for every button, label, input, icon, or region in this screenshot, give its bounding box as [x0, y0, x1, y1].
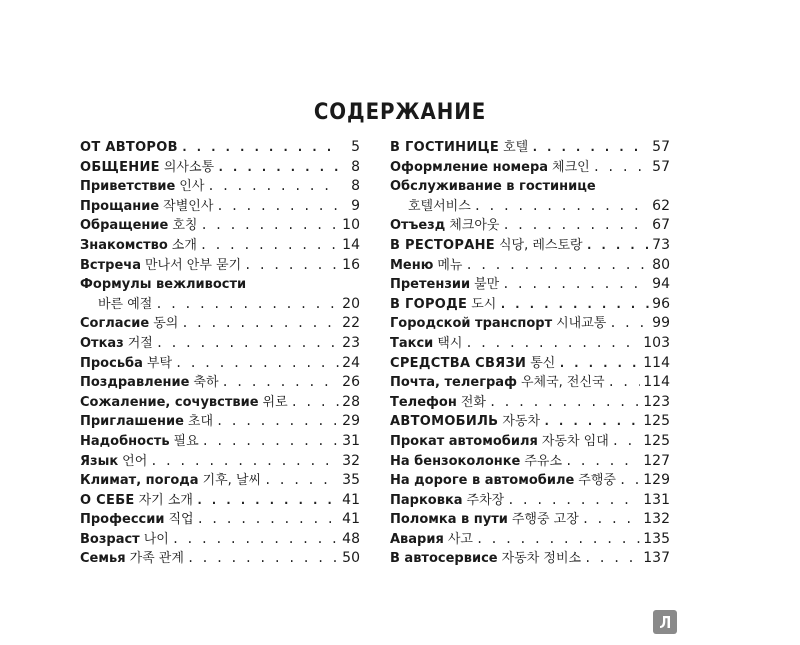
toc-entry — [80, 373, 360, 393]
toc-entry-korean: 호텔서비스 — [408, 198, 471, 214]
toc-entry-page: 73 — [652, 236, 670, 253]
dot-leader — [216, 197, 339, 217]
toc-entry-page: 31 — [342, 432, 360, 449]
toc-entry — [80, 138, 360, 158]
toc-entry — [80, 334, 360, 354]
dot-leader — [476, 530, 640, 550]
toc-entry-title: ОБЩЕНИЕ — [80, 159, 160, 175]
toc-entry-page: 123 — [643, 393, 670, 410]
toc-entry-korean: 체크아웃 — [449, 218, 500, 234]
dot-leader — [181, 138, 339, 158]
toc-entry — [390, 452, 670, 472]
toc-entry-korean: 자기 소개 — [138, 492, 193, 508]
toc-entry-korean: 호칭 — [172, 218, 198, 234]
dot-leader — [531, 138, 649, 158]
toc-entry — [80, 412, 360, 432]
toc-entry-korean: 기후, 날씨 — [202, 473, 262, 489]
toc-entry-page: 57 — [652, 139, 670, 155]
dot-leader — [244, 256, 339, 276]
toc-entry-page: 99 — [652, 315, 670, 332]
toc-entry-korean: 주차장 — [466, 492, 505, 508]
dot-leader — [175, 354, 339, 374]
toc-entry-page: 26 — [342, 374, 360, 391]
toc-entry — [80, 471, 360, 491]
toc-entry-title: Формулы вежливости — [80, 277, 247, 293]
toc-entry — [80, 177, 360, 197]
toc-entry-korean: 만나서 안부 묻기 — [144, 257, 242, 273]
toc-entry — [390, 216, 670, 236]
toc-entry — [390, 314, 670, 334]
toc-entry-title: Поломка в пути — [390, 512, 508, 528]
toc-entry-title: Сожаление, сочувствие — [80, 394, 259, 410]
toc-entry-page: 132 — [643, 511, 670, 528]
toc-entry — [390, 334, 670, 354]
toc-entry — [80, 510, 360, 530]
dot-leader — [474, 197, 649, 217]
toc-entry-korean: 호텔 — [503, 140, 529, 155]
dot-leader — [216, 412, 339, 432]
toc-entry-title: Знакомство — [80, 237, 168, 253]
toc-entry-page: 35 — [342, 472, 360, 489]
toc-entry-title: АВТОМОБИЛЬ — [390, 414, 499, 430]
toc-entry-page: 48 — [342, 530, 360, 547]
toc-entry — [80, 354, 360, 374]
page-title: СОДЕРЖАНИЕ — [313, 100, 487, 125]
toc-entry-korean: 소개 — [171, 237, 197, 253]
toc-entry — [390, 236, 670, 256]
toc-entry-title: Оформление номера — [390, 159, 549, 175]
toc-entry — [390, 197, 670, 217]
publisher-logo-icon — [653, 610, 677, 634]
toc-entry-page: 41 — [342, 511, 360, 528]
toc-entry-page: 131 — [643, 491, 670, 508]
toc-entry-korean: 통신 — [530, 355, 556, 371]
toc-entry-page: 114 — [643, 374, 670, 391]
toc-entry-korean: 나이 — [143, 531, 169, 547]
toc-entry-title: Отказ — [80, 335, 124, 351]
dot-leader — [197, 510, 339, 530]
toc-entry — [390, 471, 670, 491]
toc-entry-title: Приглашение — [80, 414, 184, 430]
dot-leader — [565, 452, 640, 472]
dot-leader — [489, 393, 640, 413]
toc-entry — [80, 295, 360, 315]
toc-entry-title: Встреча — [80, 257, 141, 273]
toc-entry-title: Поздравление — [80, 375, 190, 391]
toc-entry-title: ОТ АВТОРОВ — [80, 140, 178, 155]
toc-entry-title: Надобность — [80, 433, 170, 449]
toc-entry — [390, 138, 670, 158]
dot-leader — [187, 549, 339, 569]
toc-entry-page: 127 — [643, 452, 670, 469]
toc-entry-page: 50 — [342, 550, 360, 567]
toc-entry — [390, 549, 670, 569]
dot-leader — [558, 354, 640, 374]
dot-leader — [612, 432, 640, 452]
toc-entry-korean: 초대 — [187, 414, 214, 430]
toc-entry-page: 23 — [342, 334, 360, 351]
toc-entry-title: Просьба — [80, 355, 143, 371]
toc-entry-korean: 바른 예절 — [98, 296, 153, 312]
toc-entry-title: Климат, погода — [80, 473, 199, 489]
toc-entry-korean: 식당, 레스토랑 — [498, 237, 583, 253]
toc-entry — [80, 432, 360, 452]
dot-leader — [150, 452, 339, 472]
dot-leader — [172, 530, 339, 550]
toc-entry-korean: 택시 — [437, 335, 463, 351]
dot-leader — [499, 295, 649, 315]
toc-entry-korean: 자동차 정비소 — [501, 551, 582, 567]
dot-leader — [507, 491, 640, 511]
dot-leader — [582, 510, 640, 530]
toc-entry-title: На бензоколонке — [390, 453, 521, 469]
dot-leader — [609, 314, 649, 334]
toc-entry-korean: 직업 — [168, 512, 194, 528]
toc-entry-page: 125 — [643, 413, 670, 430]
toc-entry-page: 8 — [351, 158, 360, 175]
toc-entry-korean: 필요 — [173, 433, 199, 449]
toc-entry-title: Отъезд — [390, 218, 446, 234]
toc-entry-korean: 사고 — [447, 531, 473, 547]
toc-entry-title: Язык — [80, 453, 119, 469]
toc-entry-korean: 자동차 — [502, 414, 541, 430]
dot-leader — [156, 334, 339, 354]
toc-entry-page: 16 — [342, 256, 360, 273]
dot-leader — [502, 216, 649, 236]
toc-entry-korean: 불만 — [474, 277, 500, 293]
toc-entry-page: 10 — [342, 217, 360, 234]
toc-entry-korean: 주행중 — [578, 473, 616, 489]
toc-entry — [80, 275, 360, 295]
toc-entry-title: Претензии — [390, 277, 471, 293]
dot-leader — [196, 491, 339, 511]
toc-entry — [80, 197, 360, 217]
toc-entry-title: Городской транспорт — [390, 316, 553, 332]
dot-leader — [543, 412, 640, 432]
toc-entry-page: 28 — [342, 393, 360, 410]
dot-leader — [217, 158, 339, 178]
toc-entry — [80, 549, 360, 569]
dot-leader — [465, 334, 640, 354]
toc-entry — [390, 177, 670, 197]
toc-entry-page: 9 — [351, 197, 360, 214]
toc-entry-korean: 시내교통 — [556, 316, 607, 332]
toc-entry-korean: 주유소 — [524, 453, 563, 469]
toc-entry-title: В автосервисе — [390, 551, 498, 567]
dot-leader — [222, 373, 339, 393]
toc-left-column — [80, 138, 360, 569]
dot-leader — [264, 471, 339, 491]
toc-entry-korean: 작별인사 — [163, 198, 214, 214]
toc-entry-title: Авария — [390, 531, 444, 547]
toc-entry — [390, 158, 670, 178]
toc-entry-korean: 위로 — [262, 394, 288, 410]
toc-entry-title: Приветствие — [80, 179, 176, 195]
toc-entry — [80, 158, 360, 178]
toc-entry-page: 96 — [652, 295, 670, 312]
toc-right-column — [390, 138, 670, 569]
dot-leader — [200, 216, 339, 236]
toc-entry-page: 24 — [342, 354, 360, 371]
dot-leader — [181, 314, 339, 334]
toc-entry-title: Профессии — [80, 512, 165, 528]
toc-entry-korean: 언어 — [122, 453, 148, 469]
toc-entry-page: 20 — [342, 295, 360, 312]
toc-entry-korean: 의사소통 — [163, 159, 215, 175]
toc-entry-title: В ГОСТИНИЦЕ — [390, 140, 500, 155]
toc-entry-page: 5 — [351, 139, 360, 155]
toc-entry — [80, 216, 360, 236]
toc-entry-korean: 체크인 — [552, 159, 590, 175]
dot-leader — [608, 373, 641, 393]
toc-entry — [80, 236, 360, 256]
toc-entry — [80, 256, 360, 276]
toc-entry-title: СРЕДСТВА СВЯЗИ — [390, 355, 527, 371]
toc-entry-korean: 메뉴 — [437, 257, 463, 273]
toc-entry — [390, 393, 670, 413]
toc-entry-title: Парковка — [390, 492, 463, 508]
dot-leader — [502, 275, 649, 295]
dot-leader — [291, 393, 339, 413]
dot-leader — [619, 471, 640, 491]
toc-entry-title: В РЕСТОРАНЕ — [390, 237, 495, 253]
toc-entry-page: 14 — [342, 236, 360, 253]
toc-entry-page: 103 — [643, 334, 670, 351]
toc-entry — [390, 275, 670, 295]
toc-entry-title: В ГОРОДЕ — [390, 296, 468, 312]
toc-entry-page: 135 — [643, 530, 670, 547]
toc-entry-page: 57 — [652, 158, 670, 175]
toc-entry — [390, 295, 670, 315]
toc-entry-page: 29 — [342, 413, 360, 430]
toc-entry-title: Согласие — [80, 316, 150, 332]
dot-leader — [155, 295, 339, 315]
toc-entry-title: Меню — [390, 257, 434, 273]
toc-entry — [390, 491, 670, 511]
toc-entry-title: Телефон — [390, 394, 457, 410]
toc-entry-page: 114 — [643, 354, 670, 371]
toc-entry-korean: 가족 관계 — [129, 551, 184, 567]
dot-leader — [200, 236, 339, 256]
toc-entry-page: 129 — [643, 472, 670, 489]
toc-entry-page: 32 — [342, 452, 360, 469]
toc-entry-page: 137 — [643, 550, 670, 567]
toc-entry-title: Семья — [80, 551, 126, 567]
toc-entry — [80, 491, 360, 511]
toc-entry-korean: 우체국, 전신국 — [520, 375, 605, 391]
toc-entry-page: 125 — [643, 432, 670, 449]
toc-entry — [80, 452, 360, 472]
dot-leader — [584, 549, 640, 569]
toc-entry-title: Такси — [390, 335, 434, 351]
toc-entry-korean: 자동차 임대 — [541, 433, 609, 449]
toc-entry-page: 8 — [351, 178, 360, 195]
dot-leader — [466, 256, 650, 276]
toc-entry — [390, 412, 670, 432]
toc-entry-korean: 거절 — [127, 335, 153, 351]
toc-entry-korean: 부탁 — [146, 355, 173, 371]
dot-leader — [202, 432, 339, 452]
dot-leader — [593, 158, 649, 178]
toc-entry-korean: 축하 — [193, 375, 219, 391]
toc-entry-page: 80 — [652, 256, 670, 273]
toc-entry-page: 41 — [342, 491, 360, 508]
toc-entry-title: Обращение — [80, 218, 169, 234]
toc-entry-page: 94 — [652, 276, 670, 293]
dot-leader — [586, 236, 649, 256]
toc-entry-korean: 주행중 고장 — [511, 512, 579, 528]
toc-entry — [390, 510, 670, 530]
toc-entry-title: Почта, телеграф — [390, 375, 517, 391]
toc-entry — [390, 432, 670, 452]
toc-entry — [390, 530, 670, 550]
toc-entry-title: Прокат автомобиля — [390, 433, 538, 449]
toc-entry-page: 67 — [652, 217, 670, 234]
toc-entry-title: Обслуживание в гостинице — [390, 179, 596, 195]
toc-entry — [390, 354, 670, 374]
toc-entry — [80, 530, 360, 550]
toc-entry-title: Прощание — [80, 198, 160, 214]
toc-entry-korean: 전화 — [460, 394, 486, 410]
toc-entry-korean: 도시 — [471, 296, 497, 312]
toc-entry-page: 22 — [342, 315, 360, 332]
toc-entry-page: 62 — [652, 197, 670, 214]
toc-entry — [390, 373, 670, 393]
dot-leader — [207, 177, 339, 197]
toc-entry-korean: 인사 — [179, 179, 205, 195]
toc-entry — [80, 314, 360, 334]
toc-entry-title: На дороге в автомобиле — [390, 473, 575, 489]
toc-entry-title: О СЕБЕ — [80, 492, 135, 508]
toc-entry-title: Возраст — [80, 531, 140, 547]
toc-entry — [390, 256, 670, 276]
toc-entry — [80, 393, 360, 413]
toc-entry-korean: 동의 — [153, 316, 179, 332]
